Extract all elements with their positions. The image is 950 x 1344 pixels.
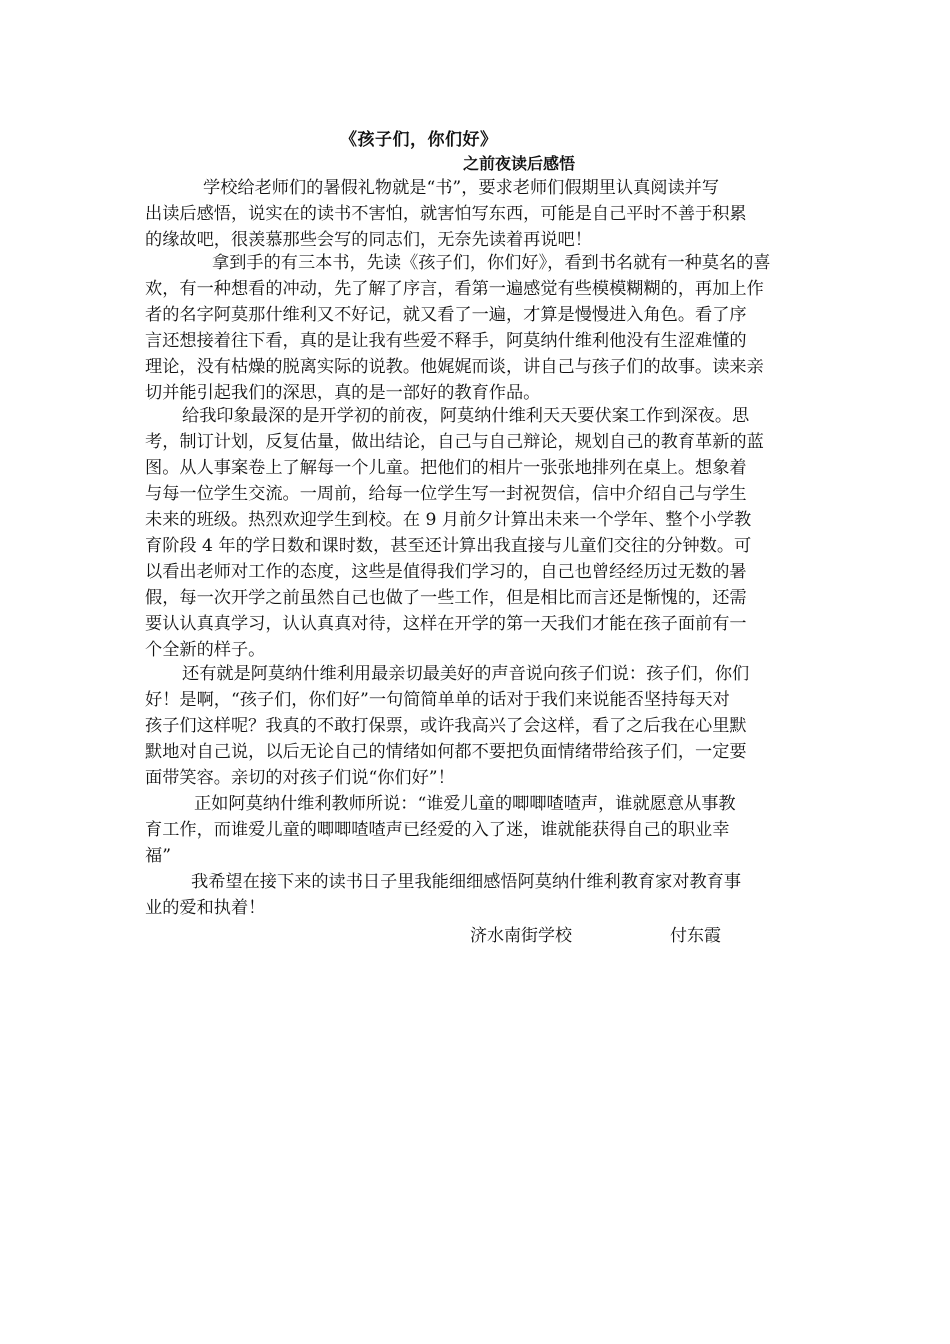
text-line: 理论，没有枯燥的脱离实际的说教。他娓娓而谈，讲自己与孩子们的故事。读来亲 bbox=[145, 357, 764, 377]
text-line: 育阶段 4 年的学日数和课时数，甚至还计算出我直接与儿童们交往的分钟数。可 bbox=[145, 536, 752, 556]
document-title: 《孩子们，你们好》 bbox=[340, 130, 498, 150]
text-line: 与每一位学生交流。一周前，给每一位学生写一封祝贺信，信中介绍自己与学生 bbox=[145, 484, 747, 504]
text-line: 我希望在接下来的读书日子里我能细细感悟阿莫纳什维利教育家对教育事 bbox=[191, 872, 742, 892]
text-line: 学校给老师们的暑假礼物就是“书”，要求老师们假期里认真阅读并写 bbox=[203, 178, 720, 198]
text-line: 假，每一次开学之前虽然自己也做了一些工作，但是相比而言还是惭愧的，还需 bbox=[145, 588, 747, 608]
text-line: 考，制订计划，反复估量，做出结论，自己与自己辩论，规划自己的教育革新的蓝 bbox=[145, 432, 764, 452]
text-line: 给我印象最深的是开学初的前夜，阿莫纳什维利天天要伏案工作到深夜。思 bbox=[182, 406, 750, 426]
text-line: 好！是啊，“孩子们，你们好”一句简简单单的话对于我们来说能否坚持每天对 bbox=[145, 690, 730, 710]
text-line: 者的名字阿莫那什维利又不好记，就又看了一遍，才算是慢慢进入角色。看了序 bbox=[145, 305, 747, 325]
text-line: 福” bbox=[145, 846, 171, 866]
text-line: 默地对自己说，以后无论自己的情绪如何都不要把负面情绪带给孩子们，一定要 bbox=[145, 742, 747, 762]
text-line: 的缘故吧，很羡慕那些会写的同志们，无奈先读着再说吧！ bbox=[145, 230, 592, 250]
signature-author: 付东霞 bbox=[670, 926, 721, 946]
text-line: 要认认真真学习，认认真真对待，这样在开学的第一天我们才能在孩子面前有一 bbox=[145, 614, 747, 634]
text-line: 育工作，而谁爱儿童的唧唧喳喳声已经爱的入了迷，谁就能获得自己的职业幸 bbox=[145, 820, 730, 840]
document-subtitle: 之前夜读后感悟 bbox=[463, 154, 576, 173]
text-line: 出读后感悟，说实在的读书不害怕，就害怕写东西，可能是自己平时不善于积累 bbox=[145, 204, 747, 224]
text-line: 面带笑容。亲切的对孩子们说“你们好”！ bbox=[145, 768, 455, 788]
text-line: 正如阿莫纳什维利教师所说：“谁爱儿童的唧唧喳喳声，谁就愿意从事教 bbox=[194, 794, 736, 814]
signature-school: 济水南街学校 bbox=[470, 926, 572, 946]
text-line: 拿到手的有三本书，先读《孩子们，你们好》，看到书名就有一种莫名的喜 bbox=[212, 253, 771, 273]
text-line: 图。从人事案卷上了解每一个儿童。把他们的相片一张张地排列在桌上。想象着 bbox=[145, 458, 747, 478]
text-line: 欢，有一种想看的冲动，先了解了序言，看第一遍感觉有些模模糊糊的，再加上作 bbox=[145, 279, 764, 299]
text-line: 孩子们这样呢？我真的不敢打保票，或许我高兴了会这样，看了之后我在心里默 bbox=[145, 716, 747, 736]
text-line: 以看出老师对工作的态度，这些是值得我们学习的，自己也曾经经历过无数的暑 bbox=[145, 562, 747, 582]
text-line: 言还想接着往下看，真的是让我有些爱不释手，阿莫纳什维利他没有生涩难懂的 bbox=[145, 331, 747, 351]
text-line: 业的爱和执着！ bbox=[145, 898, 266, 918]
text-line: 未来的班级。热烈欢迎学生到校。在 9 月前夕计算出未来一个学年、整个小学教 bbox=[145, 510, 752, 530]
text-line: 切并能引起我们的深思，真的是一部好的教育作品。 bbox=[145, 383, 541, 403]
text-line: 还有就是阿莫纳什维利用最亲切最美好的声音说向孩子们说：孩子们，你们 bbox=[182, 664, 750, 684]
text-line: 个全新的样子。 bbox=[145, 640, 266, 660]
